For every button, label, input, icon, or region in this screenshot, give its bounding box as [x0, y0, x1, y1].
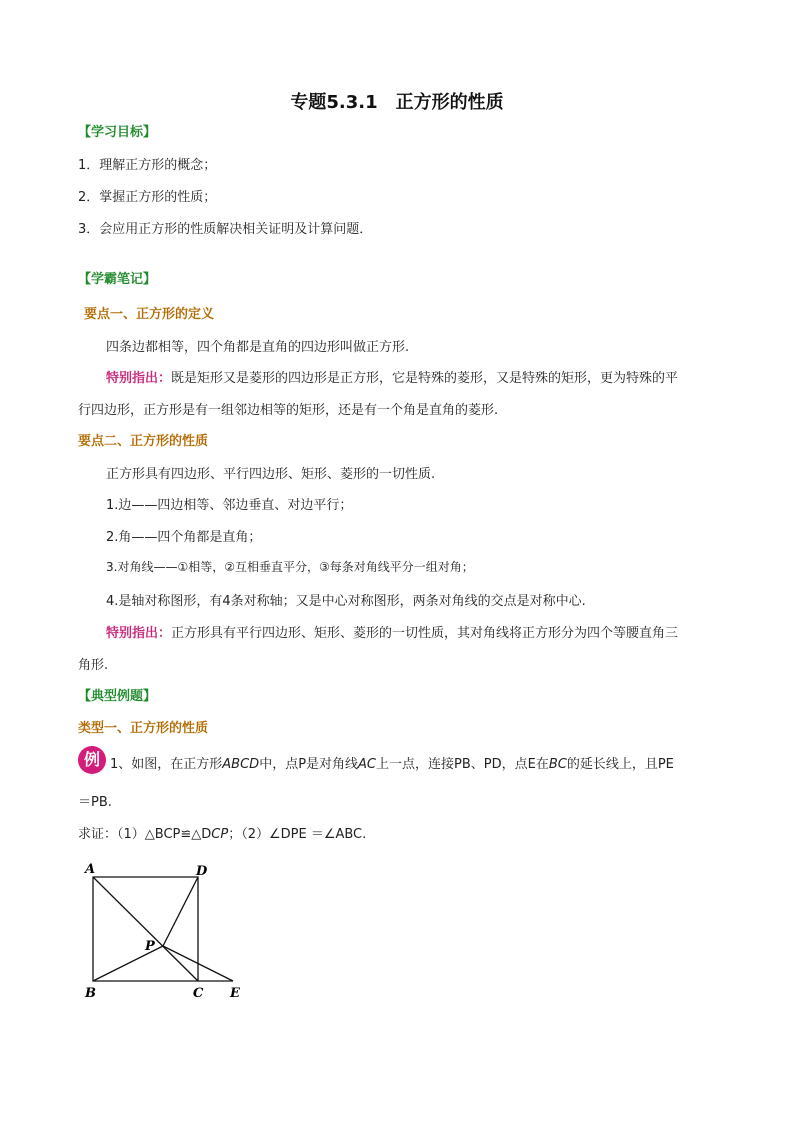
goal-item-1: 1．理解正方形的概念；	[78, 158, 217, 173]
example1-prove: 求证：（1）△BCP≌△DCP；（2）∠DPE ＝∠ABC.	[78, 827, 367, 842]
goal-item-3: 3．会应用正方形的性质解决相关证明及计算问题．	[78, 222, 373, 237]
page-title: 专题5.3.1 正方形的性质	[290, 92, 504, 113]
point1-special-cont: 行四边形，正方形是有一组邻边相等的矩形，还是有一个角是直角的菱形.	[78, 403, 499, 418]
diagonal-ac	[93, 877, 198, 981]
label-a: A	[85, 862, 96, 877]
point2-heading: 要点二、正方形的性质	[78, 434, 209, 449]
point1-heading: 要点一、正方形的定义	[84, 307, 215, 322]
example1-text-cont: ＝PB.	[78, 795, 112, 810]
example-badge	[78, 746, 106, 774]
example-badge-icon: 例	[78, 746, 106, 774]
example1-text: 1、如图，在正方形ABCD中，点P是对角线AC上一点，连接PB、PD，点E在BC的延长线上，且PE	[110, 757, 674, 772]
label-c: C	[193, 986, 204, 1001]
special-text: 正方形具有平行四边形、矩形、菱形的一切性质，其对角线将正方形分为四个等腰直角三	[171, 626, 679, 641]
point2-special	[106, 622, 678, 641]
point2-item-1: 1.边——四边相等、邻边垂直、对边平行；	[106, 498, 353, 513]
type1-heading: 类型一、正方形的性质	[78, 721, 209, 736]
point2-text: 正方形具有四边形、平行四边形、矩形、菱形的一切性质.	[106, 467, 436, 482]
point2-item-3: 3.对角线——①相等，②互相垂直平分，③每条对角线平分一组对角；	[106, 560, 474, 574]
point1-text: 四条边都相等，四个角都是直角的四边形叫做正方形.	[106, 340, 410, 355]
goals-heading: 【学习目标】	[78, 125, 157, 140]
special-label: 特别指出：	[106, 371, 172, 386]
segment-pd	[163, 877, 198, 946]
label-d: D	[196, 864, 208, 879]
label-b: B	[85, 986, 96, 1001]
notes-heading: 【学霸笔记】	[78, 272, 157, 287]
geometry-figure	[75, 855, 255, 1005]
point2-item-4: 4.是轴对称图形，有4条对称轴；又是中心对称图形，两条对角线的交点是对称中心.	[106, 594, 586, 609]
point1-special	[106, 367, 678, 386]
label-e: E	[230, 986, 240, 1001]
goal-item-2: 2．掌握正方形的性质；	[78, 190, 217, 205]
special-text: 既是矩形又是菱形的四边形是正方形，它是特殊的菱形，又是特殊的矩形，更为特殊的平	[171, 371, 679, 386]
examples-heading: 【典型例题】	[78, 689, 157, 704]
point2-item-2: 2.角——四个角都是直角；	[106, 530, 262, 545]
point2-special-cont: 角形.	[78, 658, 109, 673]
label-p: P	[145, 939, 155, 954]
special-label: 特别指出：	[106, 626, 172, 641]
